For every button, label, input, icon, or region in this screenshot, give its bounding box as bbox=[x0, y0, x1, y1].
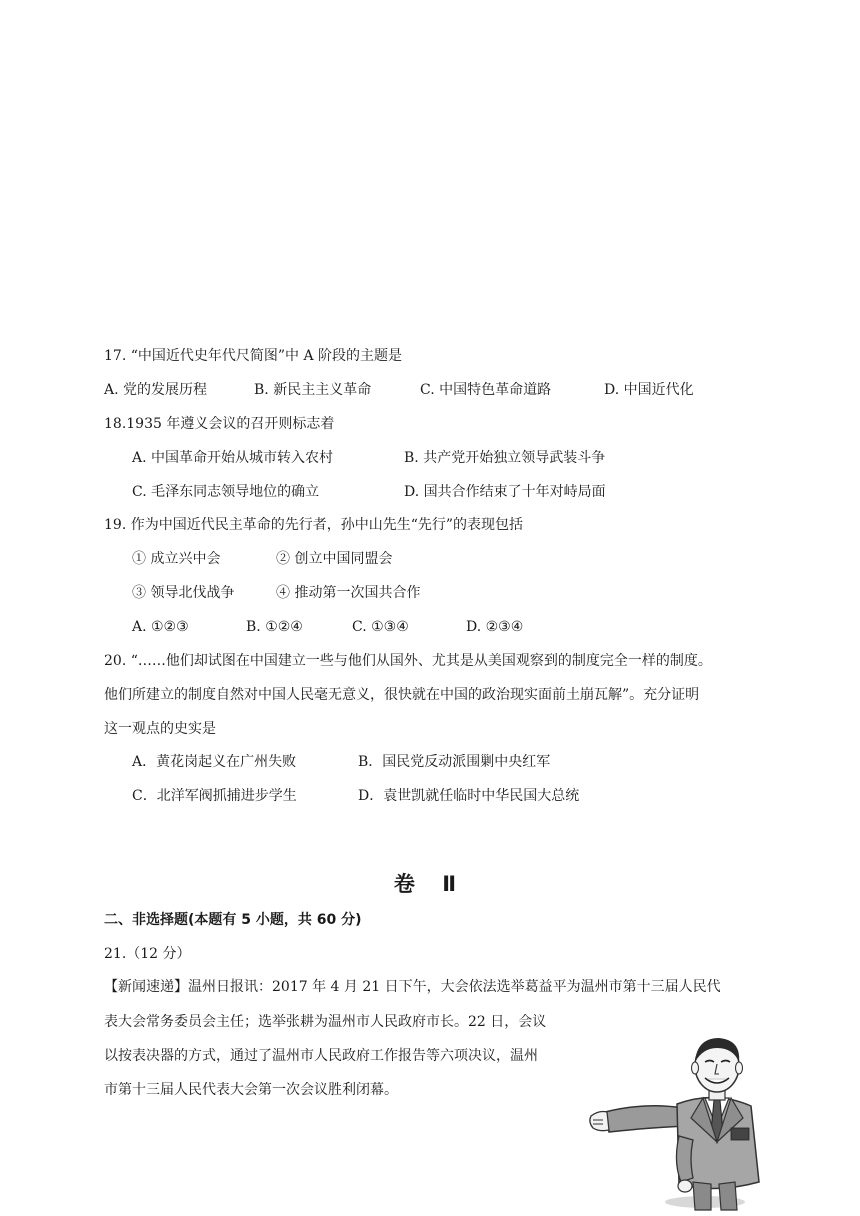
q19-item-1: ① 成立兴中会 bbox=[132, 551, 221, 567]
q20-stem-line-3: 这一观点的史实是 bbox=[104, 721, 216, 737]
q20-stem-line-2: 他们所建立的制度自然对中国人民毫无意义，很快就在中国的政治现实面前土崩瓦解”。充分证明 bbox=[104, 687, 700, 703]
q19-option-a: A. ①②③ bbox=[132, 619, 189, 635]
q20-option-a: A．黄花岗起义在广州失败 bbox=[132, 754, 297, 770]
q21-text-line-2: 表大会常务委员会主任；选举张耕为温州市人民政府市长。22 日，会议 bbox=[104, 1014, 547, 1030]
q18-option-a: A. 中国革命开始从城市转入农村 bbox=[132, 450, 334, 466]
q18-option-b: B. 共产党开始独立领导武装斗争 bbox=[404, 450, 606, 466]
q19-item-2: ② 创立中国同盟会 bbox=[276, 551, 393, 567]
q18-option-d: D. 国共合作结束了十年对峙局面 bbox=[404, 484, 606, 500]
q19-item-4: ④ 推动第一次国共合作 bbox=[276, 585, 421, 601]
q20-stem-line-1: 20. “……他们却试图在中国建立一些与他们从国外、尤其是从美国观察到的制度完全一样的制度。 bbox=[104, 653, 712, 669]
q19-item-3: ③ 领导北伐战争 bbox=[132, 585, 235, 601]
q21-stem: 21.（12 分） bbox=[104, 946, 191, 962]
q19-option-b: B. ①②④ bbox=[246, 619, 303, 635]
q17-option-b: B. 新民主主义革命 bbox=[254, 382, 372, 398]
cartoon-official-illustration bbox=[585, 1032, 775, 1216]
q21-text-line-3: 以按表决器的方式，通过了温州市人民政府工作报告等六项决议，温州 bbox=[104, 1048, 538, 1064]
q20-option-d: D．袁世凯就任临时中华民国大总统 bbox=[358, 788, 580, 804]
q17-option-a: A. 党的发展历程 bbox=[104, 382, 208, 398]
q18-stem: 18.1935 年遵义会议的召开则标志着 bbox=[104, 416, 335, 432]
q19-stem: 19. 作为中国近代民主革命的先行者，孙中山先生“先行”的表现包括 bbox=[104, 517, 524, 533]
q20-option-b: B．国民党反动派围剿中央红军 bbox=[358, 754, 551, 770]
q21-text-line-1: 【新闻速递】温州日报讯：2017 年 4 月 21 日下午，大会依法选举葛益平为温州市第十三届人民代 bbox=[104, 979, 721, 995]
section-heading: 二、非选择题(本题有 5 小题，共 60 分) bbox=[104, 912, 362, 928]
q18-option-c: C. 毛泽东同志领导地位的确立 bbox=[132, 484, 320, 500]
section-title: 卷 Ⅱ bbox=[393, 872, 467, 896]
q20-option-c: C．北洋军阀抓捕进步学生 bbox=[132, 788, 297, 804]
q17-option-d: D. 中国近代化 bbox=[604, 382, 694, 398]
q17-stem: 17. “中国近代史年代尺简图”中 A 阶段的主题是 bbox=[104, 348, 403, 364]
q21-text-line-4: 市第十三届人民代表大会第一次会议胜利闭幕。 bbox=[104, 1082, 398, 1098]
q19-option-d: D. ②③④ bbox=[466, 619, 524, 635]
q19-option-c: C. ①③④ bbox=[352, 619, 409, 635]
q17-option-c: C. 中国特色革命道路 bbox=[420, 382, 552, 398]
